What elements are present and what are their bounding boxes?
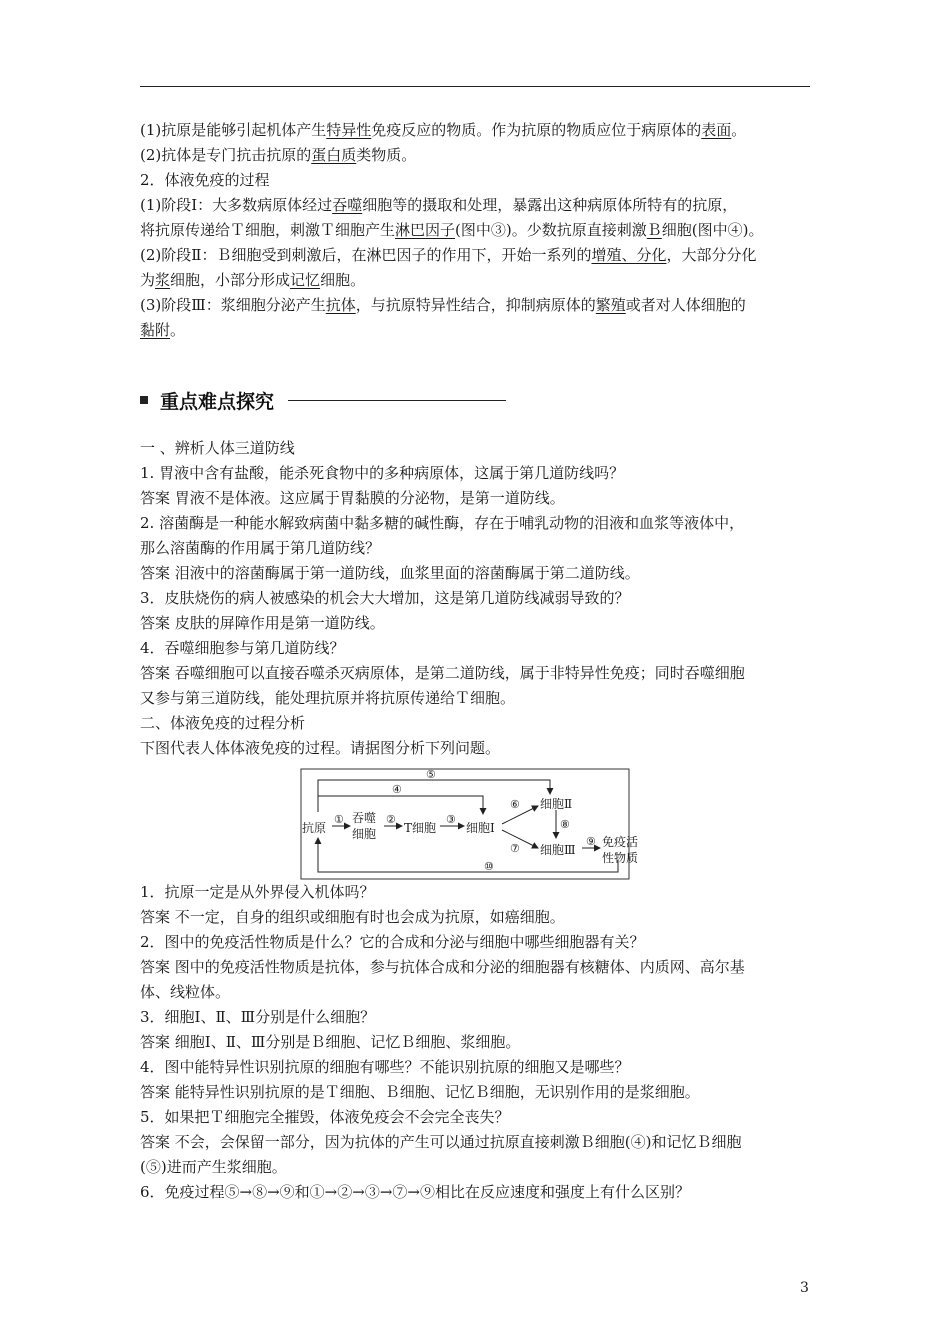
label-8: ⑧: [560, 818, 570, 831]
page-number: 3: [800, 1280, 809, 1296]
node-cell-3: 细胞Ⅲ: [540, 843, 576, 857]
text-line: 1. 胃液中含有盐酸，能杀死食物中的多种病原体，这属于第几道防线吗？: [140, 464, 625, 482]
node-cell-2: 细胞Ⅱ: [540, 797, 573, 811]
label-5: ⑤: [426, 768, 436, 781]
section-title: 重点难点探究: [160, 390, 275, 413]
text-line: 4．吞噬细胞参与第几道防线？: [140, 639, 345, 657]
node-active-substance-line2: 性物质: [602, 851, 639, 865]
stage-2-line-2: 为浆细胞，小部分形成记忆细胞。: [140, 271, 366, 289]
header-rule: [140, 86, 810, 87]
arrow-7: [502, 830, 538, 848]
section-a: [140, 118, 812, 343]
text-line: 4．图中能特异性识别抗原的细胞有哪些？不能识别抗原的细胞又是哪些？: [140, 1058, 630, 1076]
label-1: ①: [334, 813, 344, 826]
node-t-cell: T细胞: [404, 821, 437, 835]
label-9: ⑨: [586, 835, 596, 848]
text-line: 一 、辨析人体三道防线: [140, 439, 295, 457]
stage-3-line-1: (3)阶段Ⅲ：浆细胞分泌产生抗体，与抗原特异性结合，抑制病原体的繁殖或者对人体细胞的: [140, 296, 746, 314]
text-line: 答案 图中的免疫活性物质是抗体，参与抗体合成和分泌的细胞器有核糖体、内质网、高尔基: [140, 958, 745, 976]
label-2: ②: [386, 813, 396, 826]
text-line: 那么溶菌酶的作用属于第几道防线？: [140, 539, 381, 557]
text-line: 答案 皮肤的屏障作用是第一道防线。: [140, 614, 385, 632]
text-line: (⑤)进而产生浆细胞。: [140, 1158, 287, 1176]
text-line: 答案 吞噬细胞可以直接吞噬杀灭病原体，是第二道防线，属于非特异性免疫；同时吞噬细胞: [140, 664, 745, 682]
section-c: [140, 880, 812, 1205]
label-3: ③: [446, 813, 456, 826]
stage-1-line-1: (1)阶段Ⅰ：大多数病原体经过吞噬细胞等的摄取和处理，暴露出这种病原体所特有的抗原，: [140, 196, 738, 214]
label-4: ④: [392, 783, 402, 796]
text-line: 6．免疫过程⑤→⑧→⑨和①→②→③→⑦→⑨相比在反应速度和强度上有什么区别？: [140, 1183, 690, 1201]
node-phagocyte-line1: 吞噬: [352, 811, 377, 825]
text-line: 答案 胃液不是体液。这应属于胃黏膜的分泌物，是第一道防线。: [140, 489, 565, 507]
arrow-4: [318, 796, 483, 814]
section-heading: [140, 386, 506, 414]
arrow-6: [502, 806, 538, 824]
text-line: 1．抗原一定是从外界侵入机体吗？: [140, 883, 375, 901]
text-line: 3．细胞Ⅰ、Ⅱ、Ⅲ分别是什么细胞？: [140, 1008, 376, 1026]
text-line: 答案 能特异性识别抗原的是Ｔ细胞、Ｂ细胞、记忆Ｂ细胞，无识别作用的是浆细胞。: [140, 1083, 700, 1101]
heading-rule: [288, 400, 506, 401]
text-line: 2．图中的免疫活性物质是什么？它的合成和分泌与细胞中哪些细胞器有关？: [140, 933, 645, 951]
node-antigen: 抗原: [302, 821, 327, 835]
text-line: 又参与第三道防线，能处理抗原并将抗原传递给Ｔ细胞。: [140, 689, 516, 707]
text-line: 答案 细胞Ⅰ、Ⅱ、Ⅲ分别是Ｂ细胞、记忆Ｂ细胞、浆细胞。: [140, 1033, 521, 1051]
humoral-immunity-diagram: [300, 768, 639, 880]
stage-2-line-1: (2)阶段Ⅱ：Ｂ细胞受到刺激后，在淋巴因子的作用下，开始一系列的增殖、分化，大部分分化: [140, 246, 757, 264]
text-line: 答案 不会，会保留一部分，因为抗体的产生可以通过抗原直接刺激Ｂ细胞(④)和记忆Ｂ细胞: [140, 1133, 742, 1151]
diagram-frame: [301, 769, 629, 879]
stage-3-line-2: 黏附。: [140, 321, 186, 339]
text-line: 二、体液免疫的过程分析: [140, 714, 306, 732]
text-line: 答案 泪液中的溶菌酶属于第一道防线，血浆里面的溶菌酶属于第二道防线。: [140, 564, 640, 582]
label-10: ⑩: [484, 860, 494, 873]
antigen-definition: (1)抗原是能够引起机体产生特异性免疫反应的物质。作为抗原的物质应位于病原体的表面。: [140, 121, 747, 139]
node-active-substance-line1: 免疫活: [602, 835, 639, 849]
section-b: [140, 436, 812, 761]
text-line: 下图代表人体体液免疫的过程。请据图分析下列问题。: [140, 739, 501, 757]
node-cell-1: 细胞Ⅰ: [466, 821, 495, 835]
text-line: 2. 溶菌酶是一种能水解致病菌中黏多糖的碱性酶，存在于哺乳动物的泪液和血浆等液体中，: [140, 514, 745, 532]
text-line: 答案 不一定，自身的组织或细胞有时也会成为抗原，如癌细胞。: [140, 908, 565, 926]
text-line: 5．如果把Ｔ细胞完全摧毁，体液免疫会不会完全丧失？: [140, 1108, 510, 1126]
text-line: 3．皮肤烧伤的病人被感染的机会大大增加，这是第几道防线减弱导致的？: [140, 589, 630, 607]
square-bullet-icon: [140, 396, 148, 404]
text-line: 体、线粒体。: [140, 983, 231, 1001]
node-phagocyte-line2: 细胞: [352, 827, 377, 841]
subheading-humoral-process: 2．体液免疫的过程: [140, 171, 270, 189]
label-6: ⑥: [510, 798, 520, 811]
stage-1-line-2: 将抗原传递给Ｔ细胞，刺激Ｔ细胞产生淋巴因子(图中③)。少数抗原直接刺激Ｂ细胞(图中④)。: [140, 221, 764, 239]
antibody-definition: (2)抗体是专门抗击抗原的蛋白质类物质。: [140, 146, 417, 164]
label-7: ⑦: [510, 842, 520, 855]
